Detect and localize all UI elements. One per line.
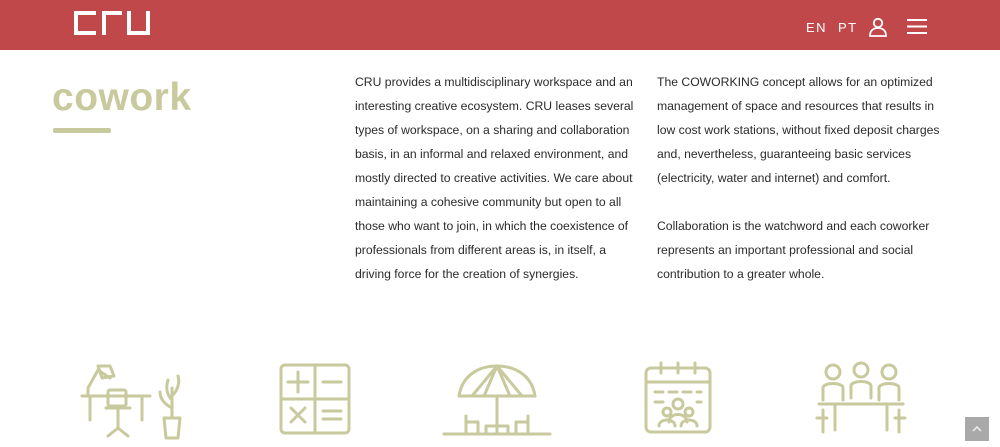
section-title: cowork [52,76,192,119]
umbrella-terrace-icon [442,360,552,438]
chevron-up-icon [972,426,982,432]
desk-lamp-chair-icon [80,360,186,440]
collaboration-paragraph: Collaboration is the watchword and each coworker represents an important professional and social contribution to a greater whole. [657,219,930,281]
user-account-icon[interactable] [868,17,888,37]
language-en-link[interactable]: EN [806,20,828,35]
language-pt-link[interactable]: PT [838,20,858,35]
calculator-icon [278,360,352,436]
top-navigation-bar [0,0,1000,50]
cru-logo[interactable] [74,11,150,35]
meeting-people-icon [815,360,907,436]
concept-paragraph: The COWORKING concept allows for an optimized management of space and resources that results in low cost work stations, without fixed deposit charges and, nevertheless, guaranteeing basic services (electricity, water and internet) and comfort. [657,75,940,185]
title-underline [53,128,111,133]
scroll-to-top-button[interactable] [965,417,989,441]
intro-column [355,70,640,286]
calendar-event-icon [643,360,713,436]
intro-paragraph: CRU provides a multidisciplinary workspace and an interesting creative ecosystem. CRU leases several types of workspace, on a sharing and collaboration basis, in an informal and relaxed environment, and mostly directed to creative activities. We care about maintaining a cohesive community but open to all those who want to join, in which the coexistence of professionals from different areas is, in itself, a driving force for the creation of synergies. [355,75,634,281]
concept-column [657,70,942,286]
hamburger-menu-icon[interactable] [907,19,927,34]
